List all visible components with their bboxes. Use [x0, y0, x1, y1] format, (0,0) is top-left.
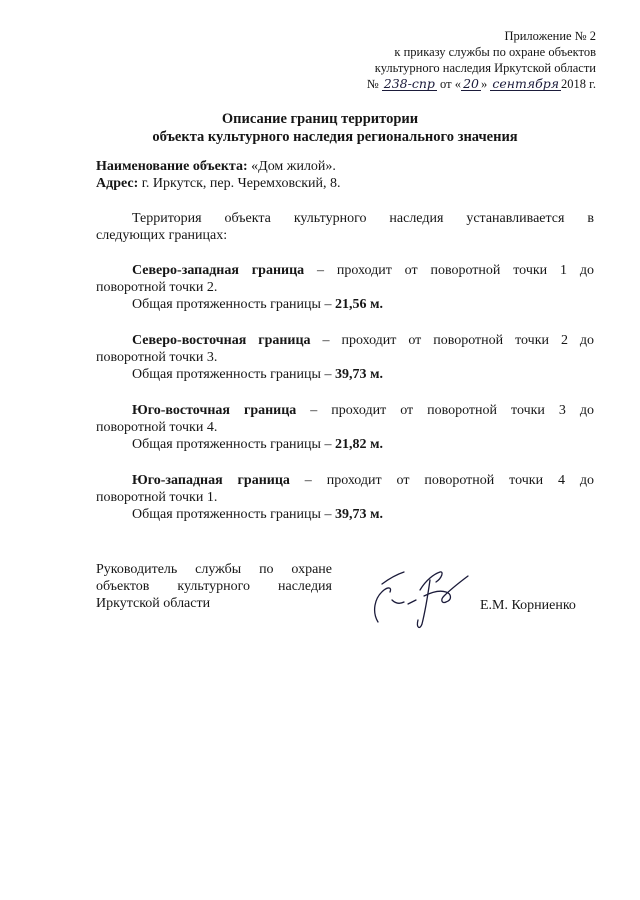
order-year: 2018 г. [561, 77, 596, 91]
handwritten-signature [368, 560, 498, 630]
boundary-length-unit: м. [366, 507, 383, 522]
object-address-label: Адрес: [96, 176, 139, 191]
title-line-1: Описание границ территории [221, 111, 419, 127]
signatory-position-line-1: Руководитель службы по охране [96, 562, 332, 577]
boundary-section [96, 262, 594, 313]
boundary-section [96, 332, 594, 383]
boundary-section [96, 472, 594, 523]
order-month: сентября [492, 76, 560, 91]
boundary-desc-line-2: поворотной точки 4. [96, 420, 218, 435]
object-name-value: «Дом жилой». [247, 159, 336, 174]
boundary-description [96, 402, 594, 419]
boundary-section [96, 402, 594, 453]
boundary-description [96, 472, 594, 489]
boundary-length-value: 21,56 [334, 297, 367, 312]
boundary-desc-line-2: поворотной точки 3. [96, 350, 218, 365]
appendix-header [367, 28, 596, 92]
intro-line-1: Территория объекта культурного наследия устанавливается в [132, 211, 594, 226]
object-address-line [96, 175, 594, 192]
boundary-desc-line-2: поворотной точки 1. [96, 490, 218, 505]
boundary-length-line [96, 296, 594, 313]
appendix-order-ref: к приказу службы по охране объектов [394, 45, 596, 59]
boundary-desc-line-2: поворотной точки 2. [96, 280, 218, 295]
title-line-2: объекта культурного наследия регионального значения [152, 129, 518, 145]
order-day: 20 [461, 77, 481, 91]
object-info [96, 158, 594, 192]
boundary-length-line [96, 436, 594, 453]
boundary-length-unit: м. [366, 297, 383, 312]
boundary-name: Юго-восточная граница [132, 403, 297, 418]
boundary-description [96, 262, 594, 279]
signatory-name: Е.М. Корниенко [480, 598, 576, 613]
appendix-number: Приложение № 2 [504, 29, 596, 43]
signatory-position-line-2: объектов культурного наследия [96, 579, 332, 594]
boundary-length-line [96, 366, 594, 383]
boundary-name: Северо-восточная граница [132, 333, 311, 348]
intro-paragraph [96, 210, 594, 244]
boundary-length-line [96, 506, 594, 523]
boundary-length-label: Общая протяженность границы – [132, 437, 335, 452]
object-name-label: Наименование объекта: [96, 159, 248, 174]
appendix-authority: культурного наследия Иркутской области [374, 61, 596, 75]
boundary-length-value: 21,82 [334, 437, 367, 452]
boundary-desc-part: – проходит от поворотной точки 4 до [289, 473, 594, 488]
boundary-length-value: 39,73 [334, 507, 367, 522]
boundary-length-label: Общая протяженность границы – [132, 297, 335, 312]
boundary-length-unit: м. [366, 437, 383, 452]
day-close-quote: » [480, 77, 488, 91]
boundary-length-label: Общая протяженность границы – [132, 367, 335, 382]
order-number: 238-спр [383, 76, 435, 91]
boundary-length-value: 39,73 [334, 367, 367, 382]
boundary-length-unit: м. [366, 367, 383, 382]
boundary-desc-part: – проходит от поворотной точки 3 до [296, 403, 595, 418]
signatory-position-line-3: Иркутской области [96, 596, 211, 611]
object-name-line [96, 158, 594, 175]
boundary-desc-part: – проходит от поворотной точки 1 до [304, 263, 594, 278]
number-sign: № [366, 77, 379, 91]
intro-line-2: следующих границах: [96, 228, 228, 243]
order-number-date [367, 76, 596, 92]
boundary-name: Северо-западная граница [132, 263, 305, 278]
boundary-length-label: Общая протяженность границы – [132, 507, 335, 522]
boundary-desc-part: – проходит от поворотной точки 2 до [310, 333, 595, 348]
boundary-description [96, 332, 594, 349]
signatory-position [96, 561, 332, 612]
boundary-name: Юго-западная граница [132, 473, 290, 488]
document-title [0, 110, 640, 146]
object-address-value: г. Иркутск, пер. Черемховский, 8. [138, 176, 341, 191]
from-word: от « [440, 77, 461, 91]
